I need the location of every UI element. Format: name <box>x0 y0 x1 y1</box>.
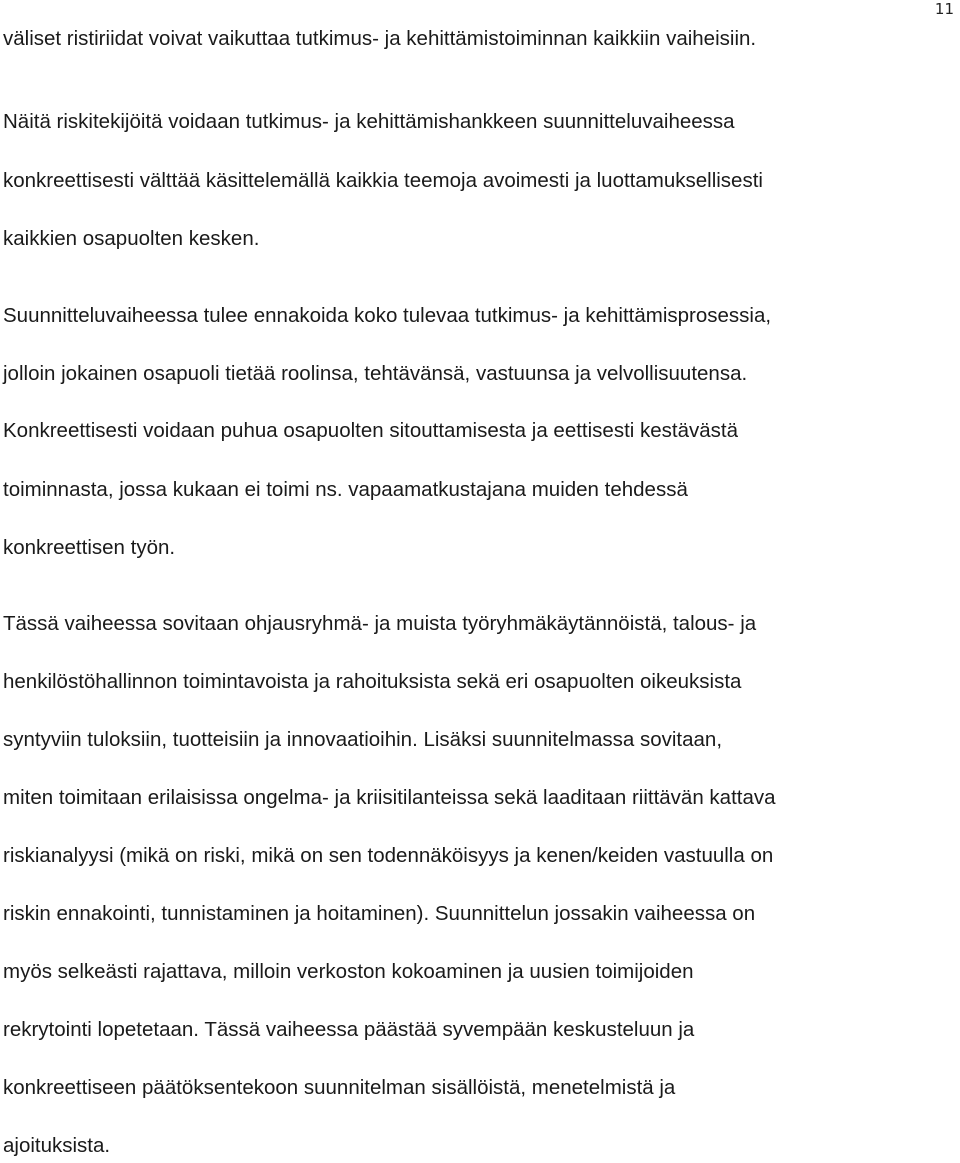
text-line: syntyviin tuloksiin, tuotteisiin ja innovaatioihin. Lisäksi suunnitelmassa sovitaan, <box>3 728 723 751</box>
text-line: jolloin jokainen osapuoli tietää roolinsa, tehtävänsä, vastuunsa ja velvollisuutensa. <box>3 362 748 385</box>
text-line: riskin ennakointi, tunnistaminen ja hoitaminen). Suunnittelun jossakin vaiheessa on <box>3 902 756 925</box>
text-line: myös selkeästi rajattava, milloin verkoston kokoaminen ja uusien toimijoiden <box>3 960 694 983</box>
text-line: kaikkien osapuolten kesken. <box>3 227 260 250</box>
text-line: riskianalyysi (mikä on riski, mikä on sen todennäköisyys ja kenen/keiden vastuulla on <box>3 844 774 867</box>
text-line: miten toimitaan erilaisissa ongelma- ja kriisitilanteissa sekä laaditaan riittävän kattava <box>3 786 776 809</box>
text-line: konkreettisesti välttää käsittelemällä kaikkia teemoja avoimesti ja luottamuksellisesti <box>3 169 763 192</box>
text-line: väliset ristiriidat voivat vaikuttaa tutkimus- ja kehittämistoiminnan kaikkiin vaiheisiin. <box>3 27 757 50</box>
text-line: Näitä riskitekijöitä voidaan tutkimus- ja kehittämishankkeen suunnitteluvaiheessa <box>3 110 735 133</box>
text-line: toiminnasta, jossa kukaan ei toimi ns. vapaamatkustajana muiden tehdessä <box>3 478 688 501</box>
page-number: 11 <box>934 0 954 18</box>
text-line: Suunnitteluvaiheessa tulee ennakoida koko tulevaa tutkimus- ja kehittämisprosessia, <box>3 304 772 327</box>
text-line: Konkreettisesti voidaan puhua osapuolten sitouttamisesta ja eettisesti kestävästä <box>3 419 739 442</box>
text-line: konkreettisen työn. <box>3 536 176 559</box>
text-line: rekrytointi lopetetaan. Tässä vaiheessa päästää syvempään keskusteluun ja <box>3 1018 695 1041</box>
text-line: Tässä vaiheessa sovitaan ohjausryhmä- ja muista työryhmäkäytännöistä, talous- ja <box>3 612 757 635</box>
text-line: ajoituksista. <box>3 1134 111 1157</box>
text-line: konkreettiseen päätöksentekoon suunnitelman sisällöistä, menetelmistä ja <box>3 1076 676 1099</box>
text-line: henkilöstöhallinnon toimintavoista ja rahoituksista sekä eri osapuolten oikeuksista <box>3 670 742 693</box>
